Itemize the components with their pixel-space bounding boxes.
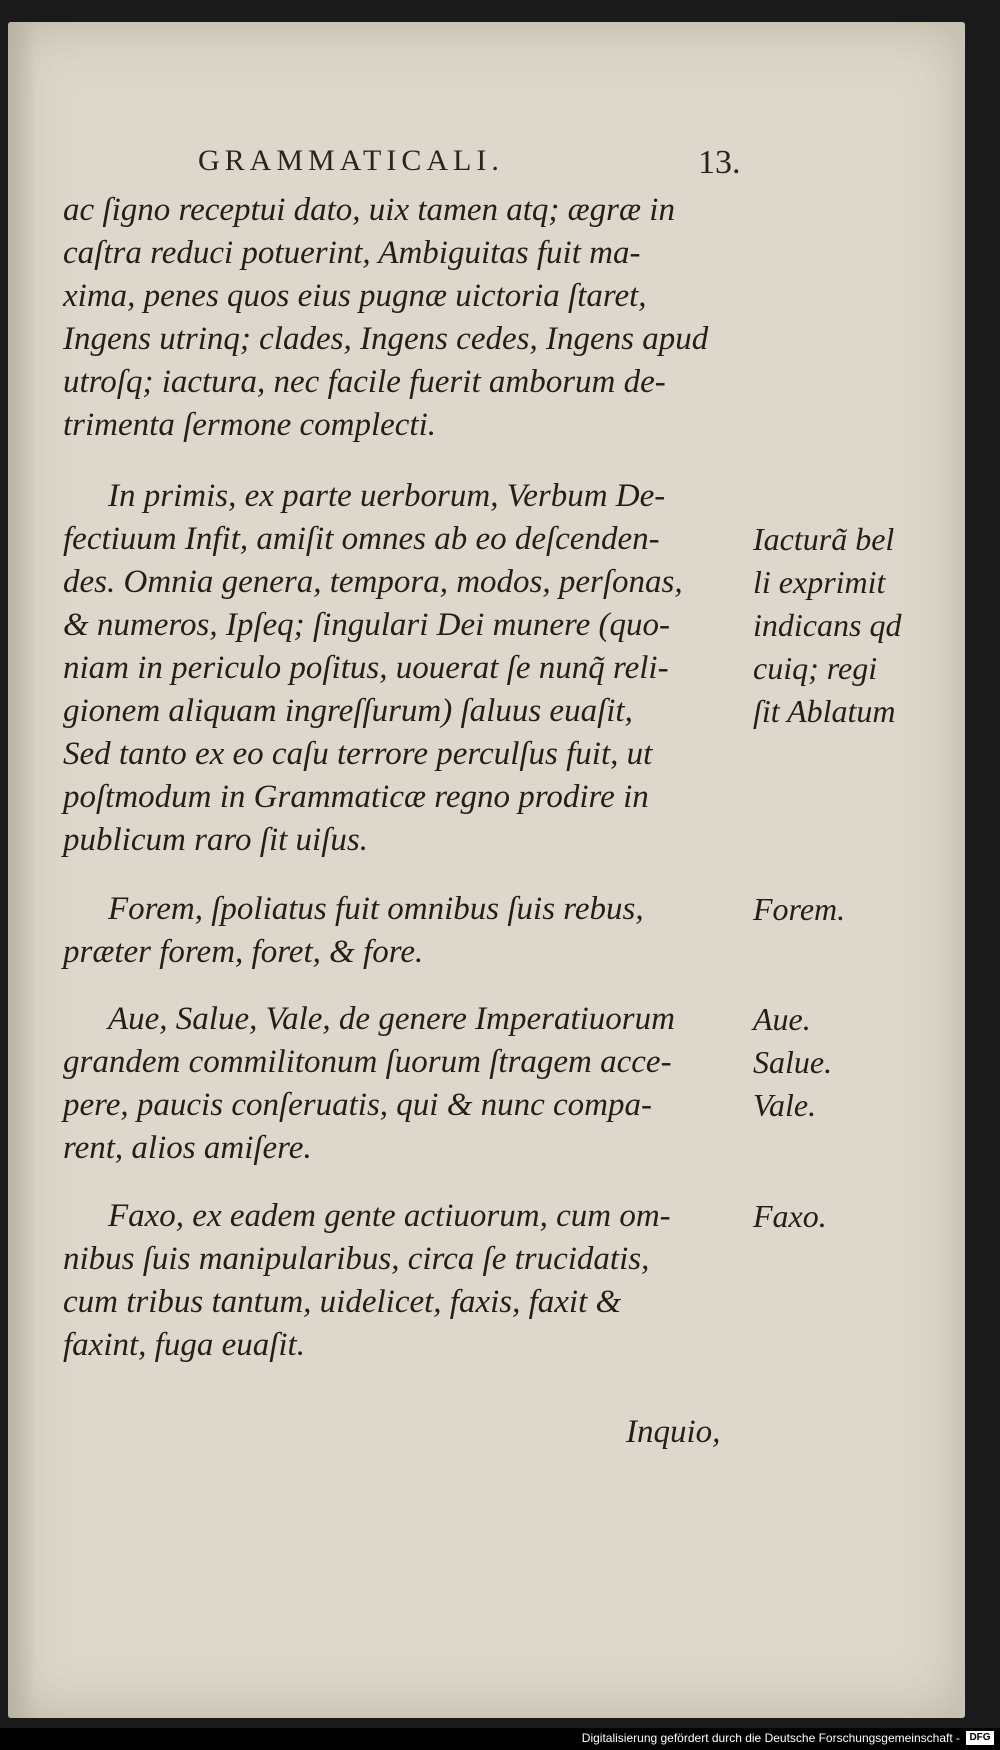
body-line: Forem, ſpoliatus fuit omnibus ſuis rebus, <box>108 891 644 927</box>
body-line: ac ſigno receptui dato, uix tamen atq; ægræ in <box>63 192 675 228</box>
body-line: Faxo, ex eadem gente actiuorum, cum om- <box>108 1198 671 1234</box>
body-line: Ingens utrinq; clades, Ingens cedes, Ingens apud <box>63 321 709 357</box>
body-line: rent, alios amiſere. <box>63 1130 312 1166</box>
margin-note: Faxo. <box>753 1198 827 1234</box>
body-line: niam in periculo poſitus, uouerat ſe nunq̃ reli- <box>63 650 669 686</box>
body-line: Aue, Salue, Vale, de genere Imperatiuorum <box>108 1001 675 1037</box>
body-line: præter forem, foret, & fore. <box>63 934 424 970</box>
body-line: caſtra reduci potuerint, Ambiguitas fuit ma- <box>63 235 641 271</box>
margin-note: ſit Ablatum <box>753 693 896 729</box>
body-line: nibus ſuis manipularibus, circa ſe trucidatis, <box>63 1241 650 1277</box>
body-line: grandem commilitonum ſuorum ſtragem acce- <box>63 1044 672 1080</box>
margin-note: Vale. <box>753 1087 817 1123</box>
page-spine-shadow <box>8 22 36 1718</box>
catchword: Inquio, <box>626 1414 721 1450</box>
body-line: gionem aliquam ingreſſurum) ſaluus euaſit, <box>63 693 633 729</box>
body-line: utroſq; iactura, nec facile fuerit amborum de- <box>63 364 666 400</box>
body-line: Sed tanto ex eo caſu terrore perculſus fuit, ut <box>63 736 653 772</box>
page-number: 13. <box>698 144 741 181</box>
book-page <box>8 22 965 1718</box>
body-line: & numeros, Ipſeq; ſingulari Dei munere (quo- <box>63 607 671 643</box>
body-line: faxint, fuga euaſit. <box>63 1327 305 1363</box>
body-line: cum tribus tantum, uidelicet, faxis, faxit & <box>63 1284 622 1320</box>
body-line: fectiuum Infit, amiſit omnes ab eo deſcenden- <box>63 521 660 557</box>
body-line: pere, paucis conſeruatis, qui & nunc compa- <box>63 1087 653 1123</box>
page-edge-shadow <box>951 22 965 1718</box>
body-line: publicum raro ſit uiſus. <box>63 822 368 858</box>
running-head: GRAMMATICALI. <box>198 144 504 177</box>
footer-credit: Digitalisierung gefördert durch die Deutsche Forschungsgemeinschaft - <box>581 1731 960 1745</box>
body-line: poſtmodum in Grammaticæ regno prodire in <box>63 779 649 815</box>
margin-note: Salue. <box>753 1044 833 1080</box>
margin-note: Forem. <box>753 891 846 927</box>
body-line: trimenta ſermone complecti. <box>63 407 436 443</box>
dfg-logo-icon: DFG <box>966 1731 994 1745</box>
margin-note: Iacturã bel <box>753 521 895 557</box>
margin-note: li exprimit <box>753 564 886 600</box>
body-line: des. Omnia genera, tempora, modos, perſonas, <box>63 564 683 600</box>
margin-note: indicans qd <box>753 607 902 643</box>
margin-note: Aue. <box>753 1001 811 1037</box>
body-line: In primis, ex parte uerborum, Verbum De- <box>108 478 666 514</box>
margin-note: cuiq; regi <box>753 650 878 686</box>
body-line: xima, penes quos eius pugnæ uictoria ſtaret, <box>63 278 647 314</box>
